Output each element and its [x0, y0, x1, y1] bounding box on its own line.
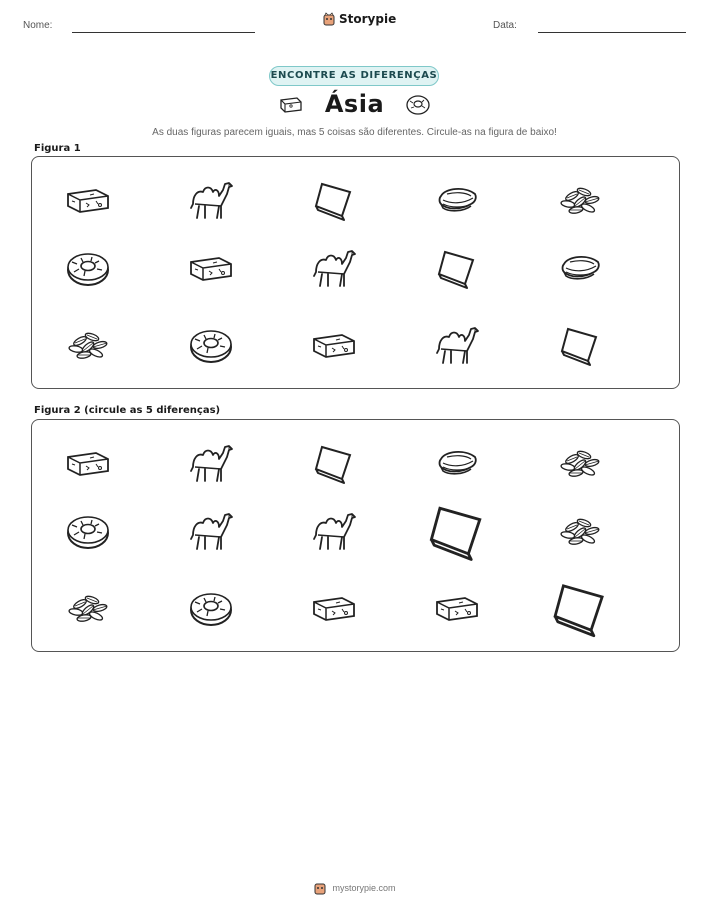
cheese-icon: [185, 242, 237, 294]
name-label: Nome:: [23, 20, 53, 31]
brand-logo: [322, 12, 396, 26]
footer: [0, 881, 709, 895]
dates-icon[interactable]: [554, 437, 606, 489]
camel-icon: [185, 174, 237, 226]
figure2-panel[interactable]: [31, 419, 680, 652]
instructions: As duas figuras parecem iguais, mas 5 coisas são diferentes. Circule-as na figura de baixo!: [152, 127, 557, 138]
donut-icon: [62, 242, 114, 294]
dates-icon: [62, 319, 114, 371]
cheese-icon[interactable]: [62, 437, 114, 489]
donut-icon: [404, 90, 432, 118]
folded-cloth-icon[interactable]: [431, 437, 483, 489]
carpet-icon: [554, 319, 606, 371]
carpet-icon[interactable]: [308, 437, 360, 489]
camel-icon[interactable]: [185, 437, 237, 489]
folded-cloth-icon: [431, 174, 483, 226]
donut-icon: [185, 319, 237, 371]
storypie-icon: [313, 881, 327, 895]
folded-cloth-icon: [554, 242, 606, 294]
footer-url[interactable]: mystorypie.com: [332, 883, 396, 893]
brand-name: Storypie: [339, 12, 397, 26]
figure2-label: Figura 2 (circule as 5 diferenças): [34, 405, 221, 416]
activity-banner: ENCONTRE AS DIFERENÇAS: [269, 66, 439, 86]
carpet-icon[interactable]: [544, 572, 616, 644]
cheese-icon: [308, 319, 360, 371]
donut-icon[interactable]: [62, 505, 114, 557]
page-title: Ásia: [324, 90, 385, 118]
cheese-icon[interactable]: [308, 582, 360, 634]
camel-icon: [431, 319, 483, 371]
cheese-icon: [277, 90, 305, 118]
cheese-icon: [62, 174, 114, 226]
date-line[interactable]: [538, 32, 686, 33]
cheese-icon[interactable]: [431, 582, 483, 634]
camel-icon[interactable]: [308, 505, 360, 557]
dates-icon[interactable]: [62, 582, 114, 634]
dates-icon: [554, 174, 606, 226]
carpet-icon: [308, 174, 360, 226]
name-line[interactable]: [72, 32, 255, 33]
camel-icon[interactable]: [185, 505, 237, 557]
storypie-icon: [322, 12, 336, 26]
date-label: Data:: [493, 20, 517, 31]
carpet-icon: [431, 242, 483, 294]
carpet-icon[interactable]: [420, 494, 494, 568]
figure1-label: Figura 1: [34, 143, 81, 154]
title-row: [0, 90, 709, 118]
dates-icon[interactable]: [554, 505, 606, 557]
figure1-panel: [31, 156, 680, 389]
camel-icon: [308, 242, 360, 294]
donut-icon[interactable]: [185, 582, 237, 634]
